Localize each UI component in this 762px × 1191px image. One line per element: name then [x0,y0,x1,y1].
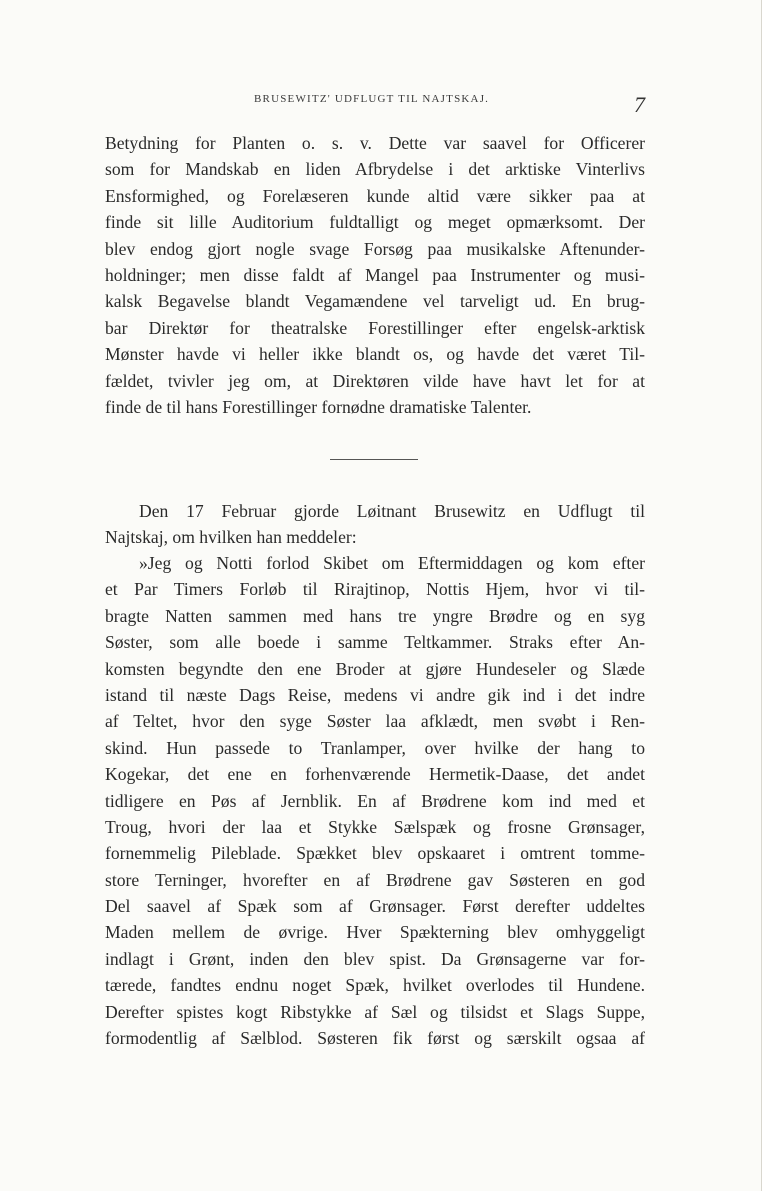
text-line: finde de til hans Forestillinger fornødne dramatiske Talenter. [105,396,532,417]
text-line: tærede, fandtes endnu noget Spæk, hvilket overlodes til Hundene. [105,975,645,996]
text-line: Den 17 Februar gjorde Løitnant Brusewitz en Udflugt til [139,501,645,521]
text-line: tidligere en Pøs af Jernblik. En af Brødrene kom ind med et [105,790,645,811]
text-line: fældet, tvivler jeg om, at Direktøren vilde have havt let for at [105,370,645,391]
text-line: indlagt i Grønt, inden den blev spist. Da Grønsagerne var for- [105,948,645,969]
text-line: istand til næste Dags Reise, medens vi andre gik ind i det indre [105,684,645,705]
text-line: blev endog gjort nogle svage Forsøg paa musikalske Aftenunder- [105,238,645,259]
text-line: Najtskaj, om hvilken han meddeler: [105,527,357,548]
paragraph-1 [105,130,645,420]
page-number: 7 [634,92,645,117]
text-line: et Par Timers Forløb til Rirajtinop, Nottis Hjem, hvor vi til- [105,579,645,600]
text-line: finde sit lille Auditorium fuldtalligt og meget opmærksomt. Der [105,212,645,233]
text-line: bragte Natten sammen med hans tre yngre Brødre og en syg [105,605,645,626]
paragraph-3 [105,550,645,1051]
text-line: holdninger; men disse faldt af Mangel paa Instrumenter og musi- [105,264,645,285]
text-line: kalsk Begavelse blandt Vegamændene vel tarveligt ud. En brug- [105,291,645,312]
text-line: »Jeg og Notti forlod Skibet om Eftermiddagen og kom efter [139,553,645,573]
text-line: Maden mellem de øvrige. Hver Spækterning blev omhyggeligt [105,922,645,943]
text-line: Mønster havde vi heller ikke blandt os, og havde det været Til- [105,344,645,365]
text-line: Betydning for Planten o. s. v. Dette var saavel for Officerer [105,133,645,153]
text-line: Søster, som alle boede i samme Teltkammer. Straks efter An- [105,632,645,653]
section-divider [330,459,418,460]
text-line: af Teltet, hvor den syge Søster laa afklædt, men svøbt i Ren- [105,711,645,732]
text-line: som for Mandskab en liden Afbrydelse i det arktiske Vinterlivs [105,159,645,180]
text-line: bar Direktør for theatralske Forestillinger efter engelsk-arktisk [105,317,645,338]
text-line: Troug, hvori der laa et Stykke Sælspæk og frosne Grønsager, [105,816,645,837]
text-line: Kogekar, det ene en forhenværende Hermetik-Daase, det andet [105,764,645,785]
text-line: formodentlig af Sælblod. Søsteren fik først og særskilt ogsaa af [105,1028,645,1049]
text-line: Derefter spistes kogt Ribstykke af Sæl og tilsidst et Slags Suppe, [105,1001,645,1022]
text-line: Ensformighed, og Forelæseren kunde altid være sikker paa at [105,185,645,206]
running-header: BRUSEWITZ' UDFLUGT TIL NAJTSKAJ. [254,93,490,105]
text-line: fornemmelig Pileblade. Spækket blev opskaaret i omtrent tomme- [105,843,645,864]
text-line: skind. Hun passede to Tranlamper, over hvilke der hang to [105,737,645,758]
paragraph-2 [105,498,645,551]
text-line: komsten begyndte den ene Broder at gjøre Hundeseler og Slæde [105,658,645,679]
text-line: Del saavel af Spæk som af Grønsager. Først derefter uddeltes [105,896,645,917]
text-line: store Terninger, hvorefter en af Brødrene gav Søsteren en god [105,869,645,890]
